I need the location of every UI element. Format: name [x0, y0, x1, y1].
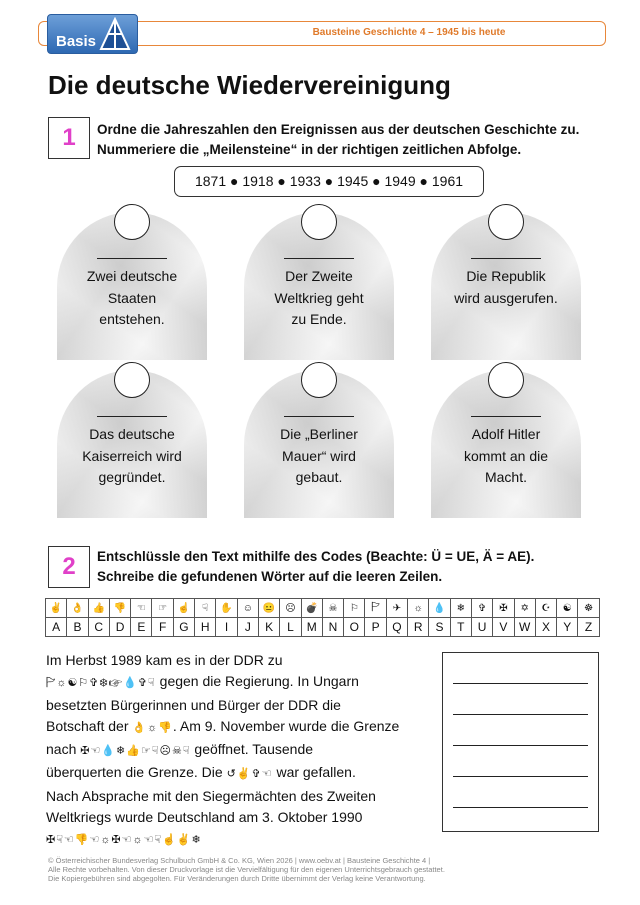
year-line[interactable] [471, 416, 541, 417]
text-segment: gegen die Regierung. In Ungarn [155, 673, 359, 690]
task-1-line-2: Nummeriere die „Meilensteine“ in der richtigen zeitlichen Abfolge. [97, 142, 522, 157]
answer-line[interactable] [453, 683, 588, 684]
milestone-text-line: Die „Berliner [280, 426, 358, 442]
code-symbol-cell: ☹ [280, 599, 301, 618]
milestone-text-line: Macht. [484, 469, 527, 485]
answer-line[interactable] [453, 807, 588, 808]
task-1-instructions [97, 120, 579, 160]
footer-line: © Österreichischer Bundesverlag Schulbuch GmbH & Co. KG, Wien 2026 | www.oebv.at | Bausteine Geschichte 4 | [48, 856, 431, 865]
code-symbol-cell: ☞ [152, 599, 173, 618]
milestone-text-line: Mauer“ wird [282, 447, 356, 464]
code-symbol-cell: ⚐ [344, 599, 365, 618]
milestone-text-line: Das deutsche [89, 426, 175, 442]
text-segment: Botschaft der [46, 717, 133, 734]
text-line [46, 739, 421, 762]
text-line [46, 762, 421, 785]
milestone-text-line: wird ausgerufen. [454, 289, 558, 306]
logo-label: Basis [56, 33, 97, 50]
coded-word: ✠☟☜👎☜☼✠☜☼☜☟☝✌❄ [46, 834, 202, 847]
milestone-text-line: Weltkrieg geht [274, 289, 364, 306]
code-letter-cell: V [493, 618, 514, 637]
milestone-stone [431, 212, 581, 360]
code-letter-cell: P [365, 618, 386, 637]
number-circle[interactable] [301, 204, 337, 240]
code-letter-cell: O [344, 618, 365, 637]
code-letter-cell: K [258, 618, 279, 637]
code-symbol-cell: ☜ [131, 599, 152, 618]
task-2-line-2: Schreibe die gefundenen Wörter auf die leeren Zeilen. [97, 569, 443, 584]
text-segment: war gefallen. [272, 764, 356, 781]
code-letter-cell: G [173, 618, 194, 637]
code-table [45, 598, 600, 637]
answer-line[interactable] [453, 745, 588, 746]
coded-word: 👌☼👎 [132, 721, 173, 734]
footer [48, 856, 608, 883]
milestone-text [62, 266, 202, 331]
number-circle[interactable] [114, 362, 150, 398]
answer-line[interactable] [453, 776, 588, 777]
milestone-text [249, 424, 389, 489]
milestone-text-line: gegründet. [98, 469, 166, 485]
code-symbol-cell: ✌ [46, 599, 67, 618]
milestone-stone [57, 212, 207, 360]
code-symbol-cell: ☟ [195, 599, 216, 618]
code-letter-cell: W [514, 618, 535, 637]
coded-word: 🏱☼☯⚐✞❄☞💧✞☟ [46, 677, 156, 690]
text-segment: besetzten Bürgerinnen und Bürger der DDR die [46, 696, 341, 713]
code-symbol-cell: ☸ [578, 599, 599, 618]
milestone-text [62, 424, 202, 489]
number-circle[interactable] [488, 204, 524, 240]
code-symbol-cell: 🏱 [365, 599, 386, 618]
basis-logo [47, 14, 138, 54]
code-symbol-cell: ☠ [322, 599, 343, 618]
code-letter-cell: S [429, 618, 450, 637]
text-segment: . Am 9. November wurde die Grenze [172, 717, 400, 734]
code-letter-cell: L [280, 618, 301, 637]
code-letter-cell: N [322, 618, 343, 637]
text-line [46, 695, 421, 716]
code-letter-cell: E [131, 618, 152, 637]
milestone-stone [244, 212, 394, 360]
code-symbol-cell: 👍 [88, 599, 109, 618]
milestone-text [436, 266, 576, 309]
milestone-text-line: zu Ende. [291, 311, 347, 327]
milestone-text-line: entstehen. [99, 311, 165, 327]
code-symbol-cell: 👌 [67, 599, 88, 618]
code-letter-cell: X [535, 618, 556, 637]
code-symbol-cell: ☯ [557, 599, 578, 618]
text-segment: Im Herbst 1989 kam es in der DDR zu [46, 652, 283, 668]
text-segment: geöffnet. Tausende [190, 741, 314, 758]
letter-row [46, 618, 600, 637]
milestone-text [249, 266, 389, 331]
answer-line[interactable] [453, 714, 588, 715]
code-letter-cell: Y [557, 618, 578, 637]
footer-line: Alle Rechte vorbehalten. Von dieser Druckvorlage ist die Vervielfältigung für den eigenen Unterrichtsgebrauch gestattet. [48, 865, 445, 874]
milestone-stone [431, 370, 581, 518]
code-letter-cell: F [152, 618, 173, 637]
text-segment: Nach Absprache mit den Siegermächten des Zweiten [46, 787, 376, 804]
number-circle[interactable] [114, 204, 150, 240]
milestone-text-line: Die Republik [466, 268, 546, 284]
task-2-line-1: Entschlüssle den Text mithilfe des Codes (Beachte: Ü = UE, Ä = AE). [97, 549, 535, 564]
code-symbol-cell: ✞ [471, 599, 492, 618]
header-title: Bausteine Geschichte 4 – 1945 bis heute [312, 27, 506, 38]
year-line[interactable] [97, 258, 167, 259]
coded-word: ✠☜💧❄👍☞☟☹☠☟ [80, 745, 191, 758]
year-line[interactable] [471, 258, 541, 259]
code-symbol-cell: ☝ [173, 599, 194, 618]
footer-line: Die Kopiergebühren sind abgegolten. Für Veränderungen durch Dritte übernimmt der Verlag keine Verantwortung. [48, 874, 426, 883]
code-letter-cell: U [471, 618, 492, 637]
milestone-text-line: Adolf Hitler [471, 426, 541, 442]
number-circle[interactable] [301, 362, 337, 398]
text-segment: nach [46, 741, 81, 758]
symbol-row [46, 599, 600, 618]
text-segment: überquerten die Grenze. Die [46, 764, 227, 781]
code-letter-cell: C [88, 618, 109, 637]
code-letter-cell: T [450, 618, 471, 637]
task-2-instructions [97, 547, 534, 587]
year-line[interactable] [97, 416, 167, 417]
code-symbol-cell: 💧 [429, 599, 450, 618]
milestone-text [436, 424, 576, 489]
code-letter-cell: D [109, 618, 130, 637]
code-symbol-cell: ☪ [535, 599, 556, 618]
code-letter-cell: I [216, 618, 237, 637]
milestone-text-line: Staaten [107, 289, 157, 306]
code-symbol-cell: ✠ [493, 599, 514, 618]
number-circle[interactable] [488, 362, 524, 398]
task-number-1: 1 [48, 117, 90, 159]
page-title: Die deutsche Wiedervereinigung [48, 70, 451, 100]
text-line [46, 650, 421, 671]
code-symbol-cell: ❄ [450, 599, 471, 618]
text-segment: Weltkriegs wurde Deutschland am 3. Oktober 1990 [46, 809, 363, 826]
task-number-2: 2 [48, 546, 90, 588]
text-line [46, 716, 421, 739]
code-symbol-cell: ☼ [408, 599, 429, 618]
milestone-text-line: Zwei deutsche [86, 268, 178, 284]
year-line[interactable] [284, 416, 354, 417]
code-symbol-cell: ☺ [237, 599, 258, 618]
code-letter-cell: Z [578, 618, 599, 637]
text-line [46, 786, 421, 807]
code-letter-cell: A [46, 618, 67, 637]
text-line [46, 828, 421, 851]
code-letter-cell: M [301, 618, 322, 637]
milestone-stone [57, 370, 207, 518]
code-symbol-cell: ✡ [514, 599, 535, 618]
code-symbol-cell: 💣 [301, 599, 322, 618]
cipher-text [46, 650, 421, 852]
task-1-line-1: Ordne die Jahreszahlen den Ereignissen aus der deutschen Geschichte zu. [97, 122, 580, 137]
milestone-text-line: Kaiserreich wird [82, 447, 182, 464]
code-letter-cell: H [195, 618, 216, 637]
code-letter-cell: Q [386, 618, 407, 637]
milestone-text-line: gebaut. [295, 469, 343, 485]
text-line [46, 807, 421, 828]
milestone-text-line: kommt an die [463, 447, 549, 464]
milestone-stone [244, 370, 394, 518]
coded-word: ↺✌✞☜ [226, 768, 273, 781]
triangle-logo-icon [99, 17, 131, 51]
code-symbol-cell: ✈ [386, 599, 407, 618]
code-letter-cell: R [408, 618, 429, 637]
code-letter-cell: B [67, 618, 88, 637]
code-symbol-cell: 😐 [258, 599, 279, 618]
milestone-text-line: Der Zweite [285, 268, 353, 284]
year-line[interactable] [284, 258, 354, 259]
answer-box [442, 652, 599, 832]
code-symbol-cell: ✋ [216, 599, 237, 618]
code-letter-cell: J [237, 618, 258, 637]
code-symbol-cell: 👎 [109, 599, 130, 618]
text-line [46, 671, 421, 694]
years-box: 1871 ● 1918 ● 1933 ● 1945 ● 1949 ● 1961 [174, 166, 484, 197]
